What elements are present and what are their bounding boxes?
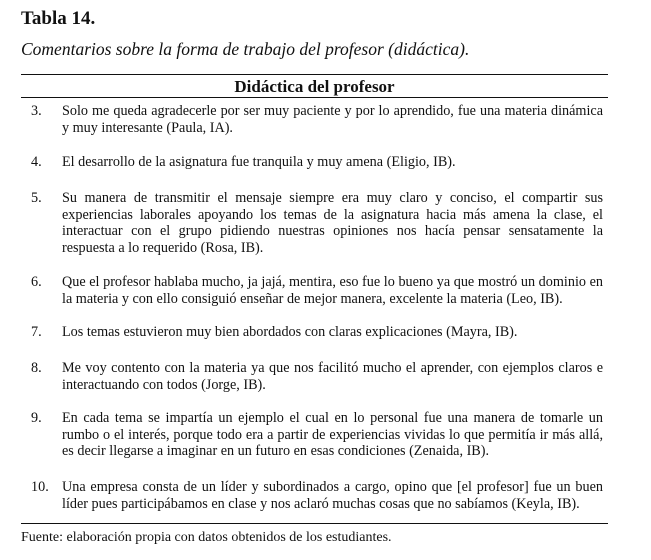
row-comment: Que el profesor hablaba mucho, ja jajá, mentira, eso fue lo bueno ya que mostró un dominio en la materia y con ello consiguió enseñar de mejor manera, excelente la materia (Leo, IB). <box>62 274 603 307</box>
table-row <box>21 274 608 307</box>
row-number: 5. <box>31 190 42 206</box>
row-number: 4. <box>31 154 42 170</box>
table-row <box>21 103 608 136</box>
table-top-rule <box>21 74 608 75</box>
row-comment: Los temas estuvieron muy bien abordados con claras explicaciones (Mayra, IB). <box>62 324 518 340</box>
table-row <box>21 154 608 171</box>
row-comment: Me voy contento con la materia ya que nos facilitó mucho el aprender, con ejemplos claros e interactuando con todos (Jorge, IB). <box>62 360 603 393</box>
table-row <box>21 410 608 460</box>
row-comment: En cada tema se impartía un ejemplo el cual en lo personal fue una manera de tomarle un rumbo o el interés, porque todo era a partir de experiencias vividas lo que permitía ir más allá, es decir llegarse a imaginar en un futuro en esas condiciones (Zenaida, IB). <box>62 410 603 459</box>
column-header: Didáctica del profesor <box>234 77 395 96</box>
row-number: 6. <box>31 274 42 290</box>
row-comment: Una empresa consta de un líder y subordinados a cargo, opino que [el profesor] fue un buen líder pues participábamos en clase y nos aclaró muchas cosas que no sabíamos (Keyla, IB). <box>62 479 603 512</box>
row-comment: El desarrollo de la asignatura fue tranquila y muy amena (Eligio, IB). <box>62 154 456 170</box>
table-row <box>21 324 608 341</box>
table-row <box>21 360 608 393</box>
header-rule <box>21 97 608 98</box>
table-bottom-rule <box>21 523 608 524</box>
row-comment: Su manera de transmitir el mensaje siempre era muy claro y conciso, el compartir sus experiencias laborales apoyando los temas de la asignatura hacia más amena la clase, el interactuar con el grupo pidiendo nuestras opiniones nos hacía pensar sensatamente la respuesta a lo requerido (Rosa, IB). <box>62 190 603 256</box>
row-comment: Solo me queda agradecerle por ser muy paciente y por lo aprendido, fue una materia dinámica y muy interesante (Paula, IA). <box>62 103 603 136</box>
row-number: 10. <box>31 479 49 495</box>
row-number: 8. <box>31 360 42 376</box>
table-row <box>21 190 608 256</box>
row-number: 7. <box>31 324 42 340</box>
row-number: 9. <box>31 410 42 426</box>
row-number: 3. <box>31 103 42 119</box>
table-row <box>21 479 608 512</box>
table-source-note: Fuente: elaboración propia con datos obtenidos de los estudiantes. <box>21 530 392 545</box>
table-label: Tabla 14. <box>21 8 96 29</box>
table-caption: Comentarios sobre la forma de trabajo del profesor (didáctica). <box>21 39 470 59</box>
